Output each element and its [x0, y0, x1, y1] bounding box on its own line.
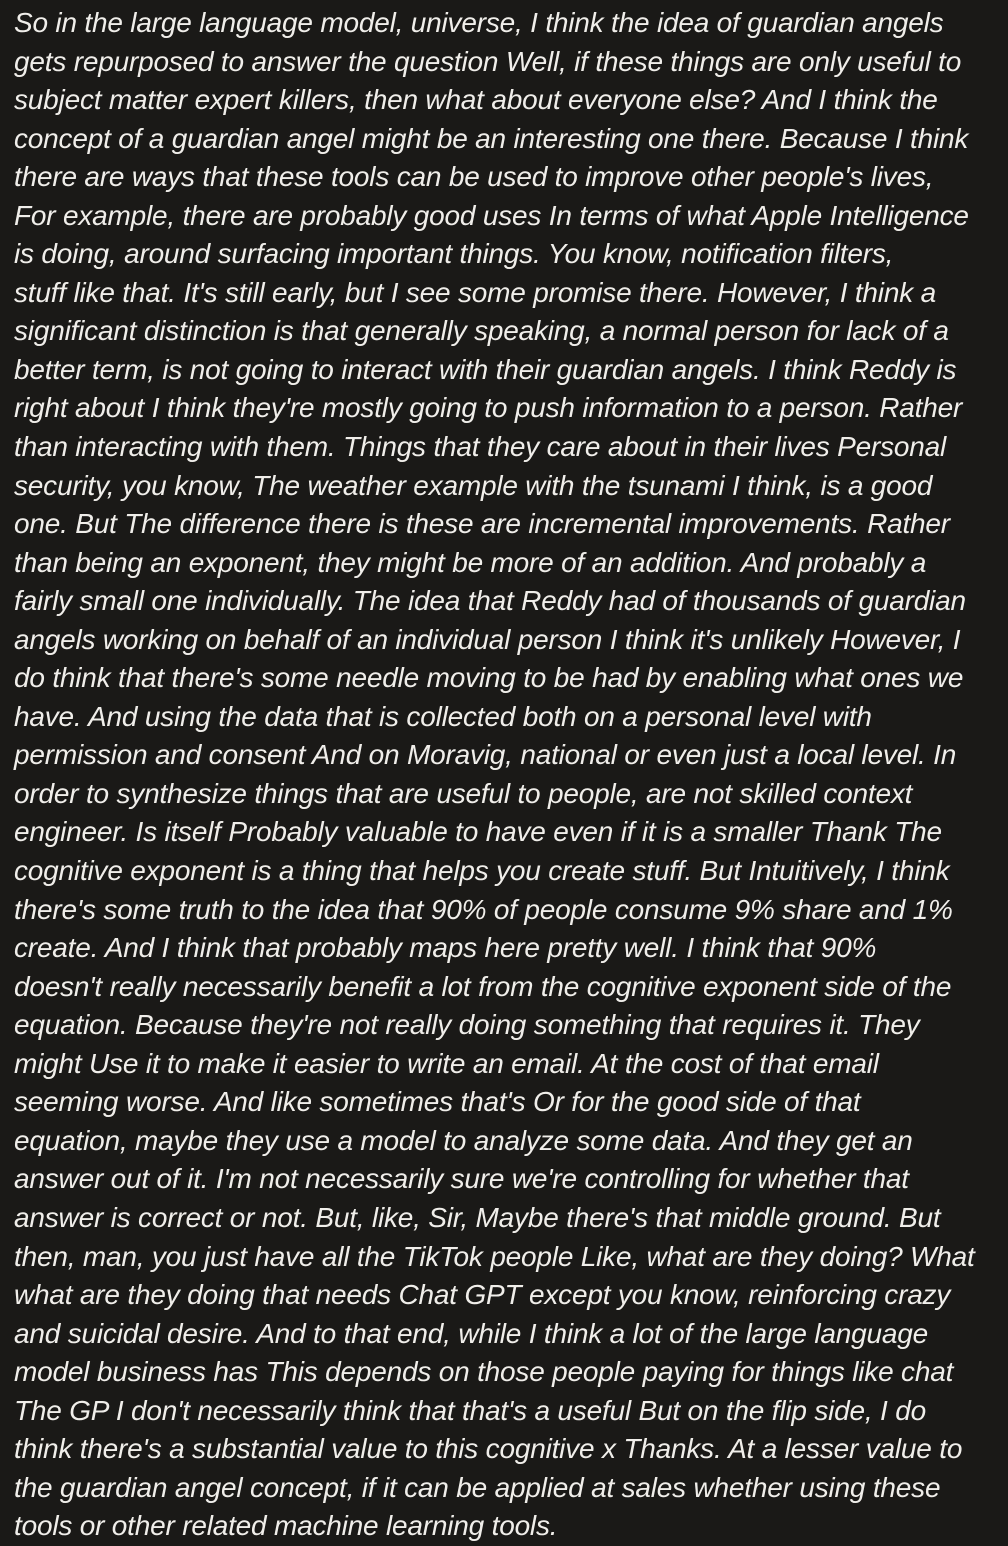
- transcript-line: answer is correct or not. But, like, Sir, Maybe there's that middle ground. But: [14, 1201, 941, 1233]
- transcript-line: permission and consent And on Moravig, national or even just a local level. In: [14, 739, 957, 771]
- transcript-line: better term, is not going to interact with their guardian angels. I think Reddy is: [14, 353, 957, 385]
- transcript-line: than interacting with them. Things that they care about in their lives Personal: [14, 431, 947, 463]
- transcript-line: seeming worse. And like sometimes that's Or for the good side of that: [14, 1086, 861, 1118]
- transcript-line: stuff like that. It's still early, but I see some promise there. However, I think a: [14, 276, 936, 308]
- transcript-line: then, man, you just have all the TikTok people Like, what are they doing? What: [14, 1240, 975, 1272]
- transcript-line: equation, maybe they use a model to analyze some data. And they get an: [14, 1124, 913, 1156]
- transcript-line: think there's a substantial value to this cognitive x Thanks. At a lesser value to: [14, 1433, 963, 1465]
- transcript-line: create. And I think that probably maps here pretty well. I think that 90%: [14, 932, 877, 964]
- transcript-line: answer out of it. I'm not necessarily sure we're controlling for whether that: [14, 1163, 909, 1195]
- transcript-line: might Use it to make it easier to write an email. At the cost of that email: [14, 1047, 879, 1079]
- transcript-line: equation. Because they're not really doing something that requires it. They: [14, 1009, 920, 1041]
- transcript-line: For example, there are probably good uses In terms of what Apple Intelligence: [14, 199, 969, 231]
- transcript-line: significant distinction is that generally speaking, a normal person for lack of a: [14, 315, 949, 347]
- transcript-line: than being an exponent, they might be more of an addition. And probably a: [14, 546, 927, 578]
- transcript-line: what are they doing that needs Chat GPT except you know, reinforcing crazy: [14, 1279, 951, 1311]
- transcript-line: angels working on behalf of an individual person I think it's unlikely However, I: [14, 623, 961, 655]
- transcript-line: and suicidal desire. And to that end, while I think a lot of the large language: [14, 1317, 928, 1349]
- transcript-line: order to synthesize things that are useful to people, are not skilled context: [14, 777, 913, 809]
- transcript-line: there are ways that these tools can be used to improve other people's lives,: [14, 161, 934, 193]
- transcript-line: right about I think they're mostly going to push information to a person. Rather: [14, 392, 963, 424]
- transcript-line: concept of a guardian angel might be an interesting one there. Because I think: [14, 122, 969, 154]
- transcript-line: So in the large language model, universe, I think the idea of guardian angels: [14, 7, 944, 38]
- transcript-line: The GP I don't necessarily think that that's a useful But on the flip side, I do: [14, 1394, 926, 1426]
- transcript-line: doesn't really necessarily benefit a lot from the cognitive exponent side of the: [14, 970, 952, 1002]
- transcript-line: is doing, around surfacing important things. You know, notification filters,: [14, 238, 894, 270]
- transcript-line: there's some truth to the idea that 90% of people consume 9% share and 1%: [14, 893, 953, 925]
- transcript-line: engineer. Is itself Probably valuable to have even if it is a smaller Thank The: [14, 816, 942, 848]
- transcript-line: model business has This depends on those people paying for things like chat: [14, 1356, 954, 1388]
- transcript-line: do think that there's some needle moving to be had by enabling what ones we: [14, 662, 964, 694]
- transcript-line: tools or other related machine learning tools.: [14, 1510, 558, 1542]
- transcript-line: the guardian angel concept, if it can be applied at sales whether using these: [14, 1471, 941, 1503]
- transcript-line: security, you know, The weather example with the tsunami I think, is a good: [14, 469, 933, 501]
- transcript-line: subject matter expert killers, then what about everyone else? And I think the: [14, 84, 938, 116]
- transcript-line: gets repurposed to answer the question Well, if these things are only useful to: [14, 45, 962, 77]
- transcript-line: cognitive exponent is a thing that helps you create stuff. But Intuitively, I think: [14, 855, 950, 887]
- transcript-line: one. But The difference there is these are incremental improvements. Rather: [14, 508, 950, 540]
- transcript-line: have. And using the data that is collected both on a personal level with: [14, 700, 872, 732]
- transcript-line: fairly small one individually. The idea that Reddy had of thousands of guardian: [14, 585, 966, 617]
